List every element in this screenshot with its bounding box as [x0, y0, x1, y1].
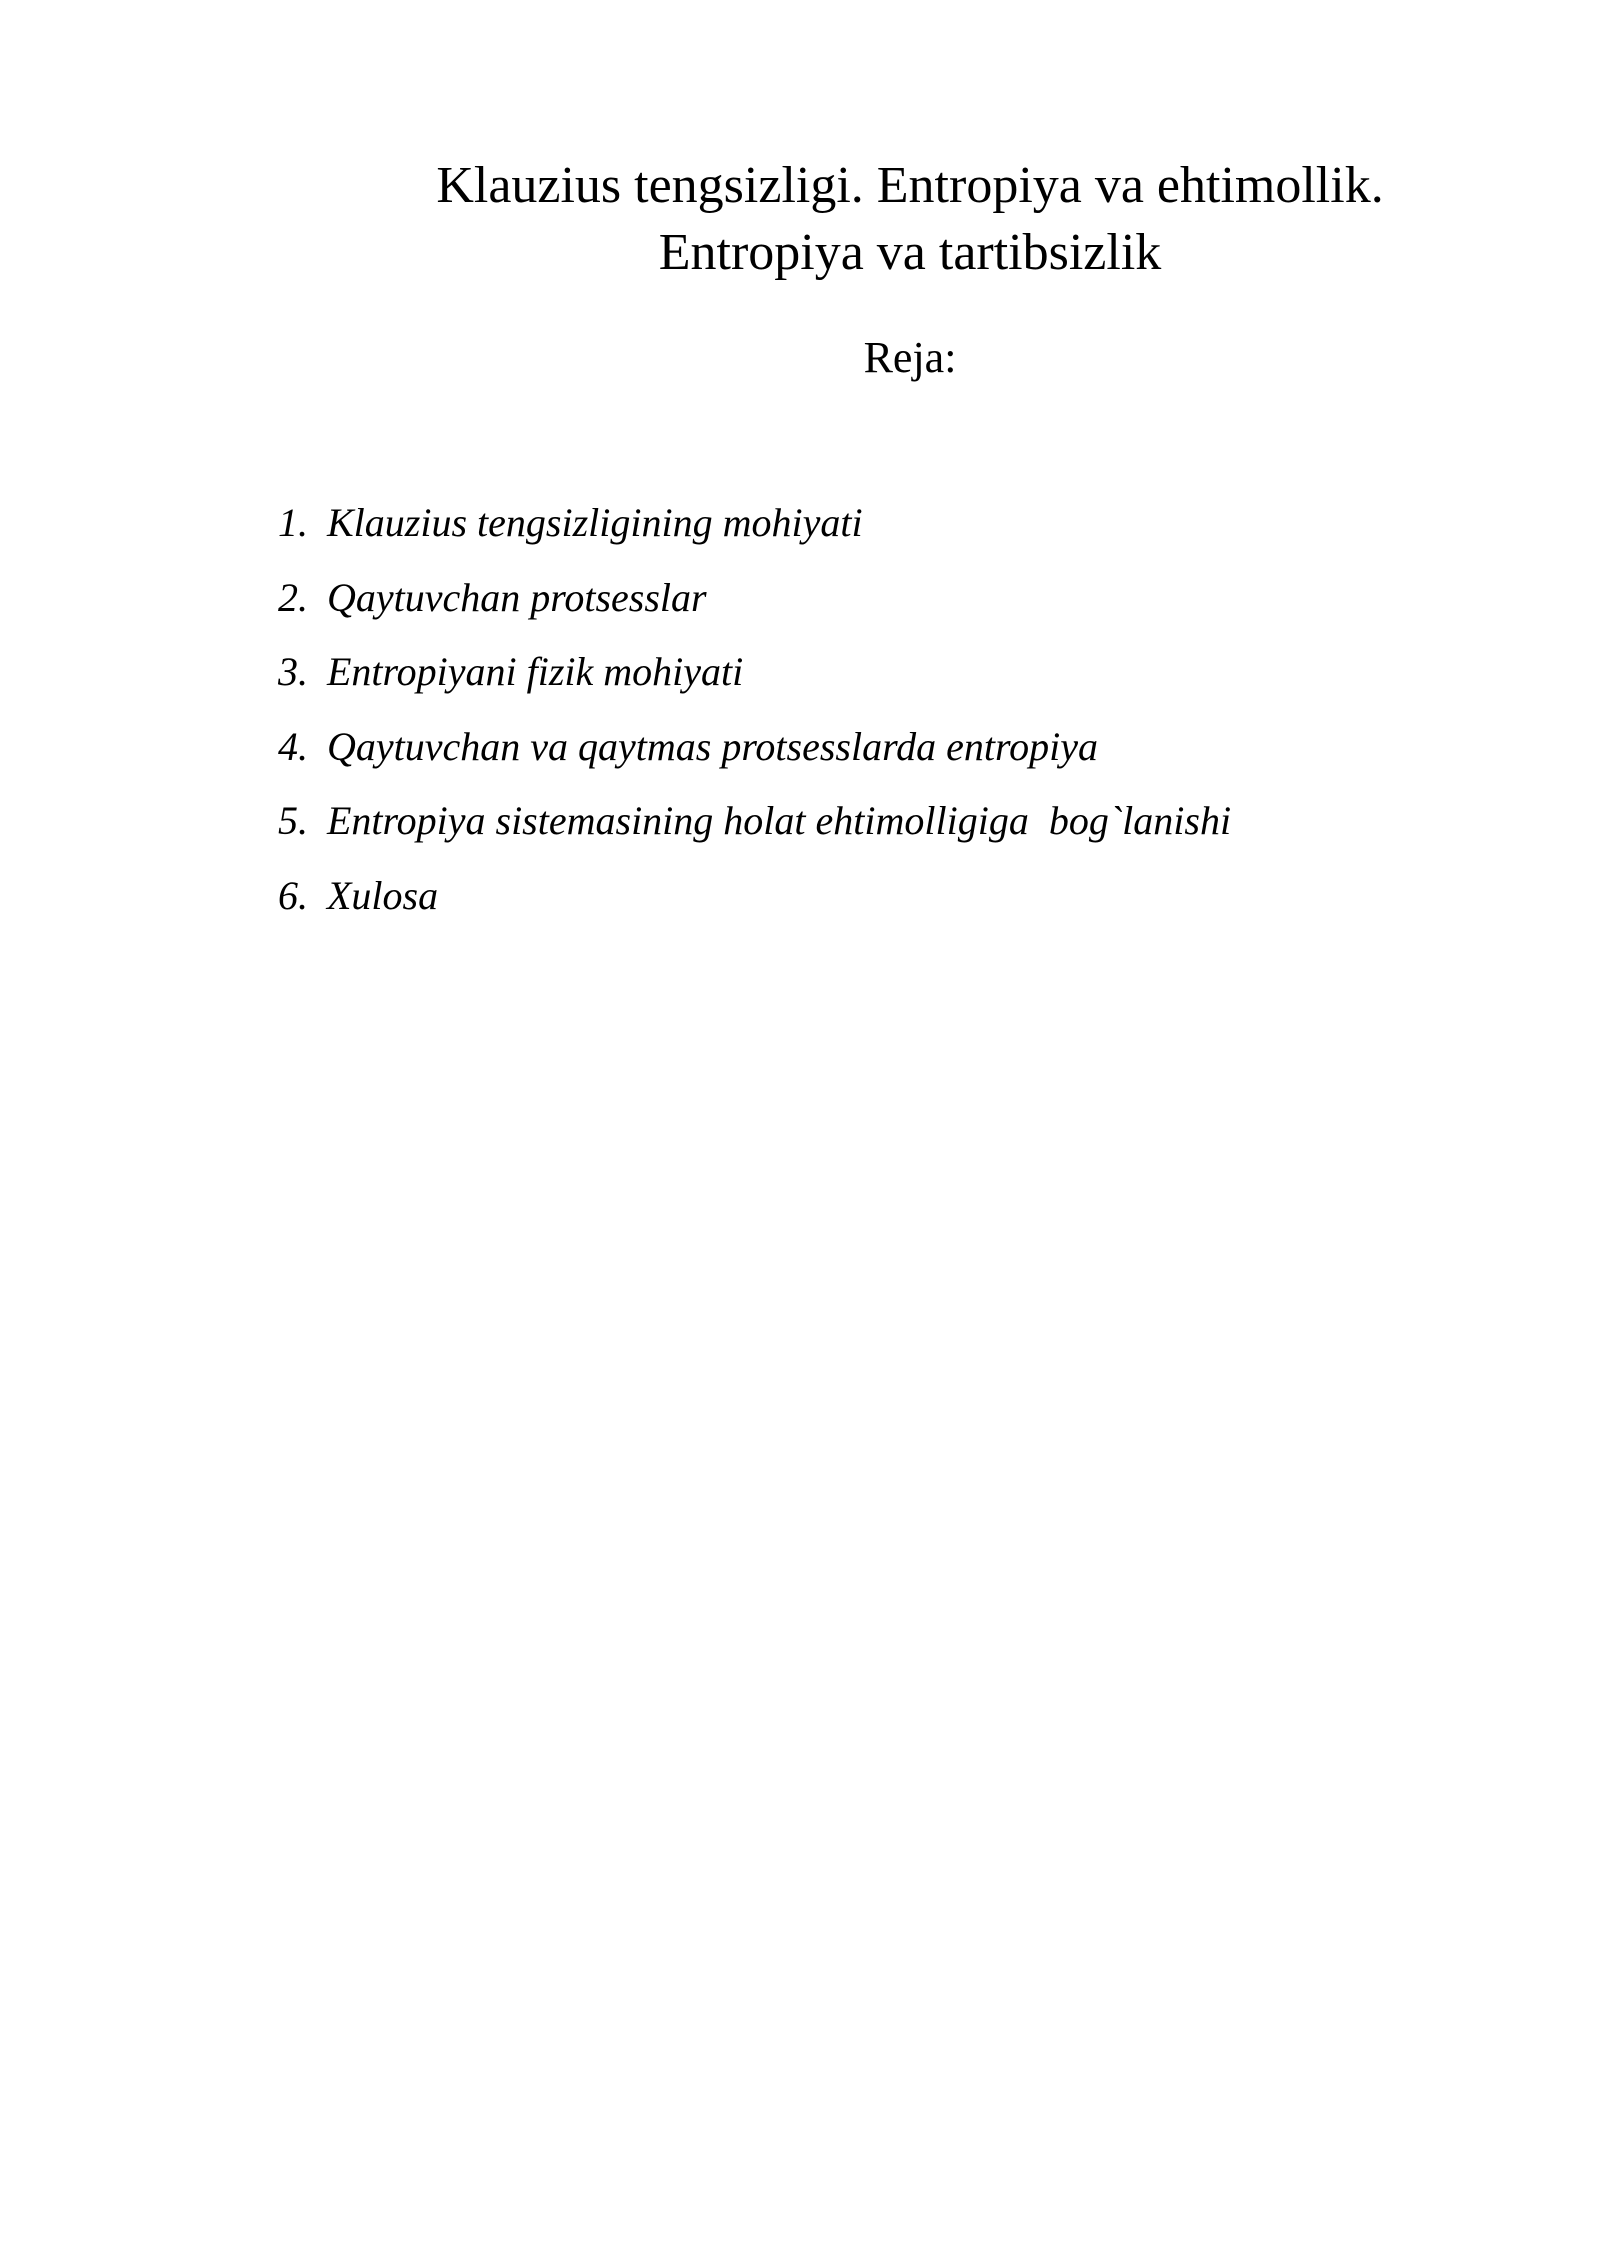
page-title — [320, 152, 1500, 286]
plan-item-text: Xulosa — [327, 872, 439, 918]
plan-list — [278, 498, 1231, 946]
plan-item — [278, 722, 1231, 772]
plan-item-text: Klauzius tengsizligining mohiyati — [327, 500, 863, 545]
plan-item-text: Qaytuvchan protsesslar — [327, 574, 707, 620]
plan-item-number: 3. — [278, 649, 308, 695]
plan-item — [278, 573, 1231, 623]
plan-item — [278, 796, 1231, 846]
plan-item-number: 4. — [278, 723, 308, 769]
plan-item-number: 2. — [278, 574, 308, 620]
plan-item-text: Entropiya sistemasining holat ehtimolligiga bog`lanishi — [327, 798, 1232, 844]
plan-heading: Reja: — [863, 333, 957, 382]
title-line-1: Klauzius tengsizligi. Entropiya va ehtimollik. — [436, 157, 1384, 214]
plan-item-number: 5. — [278, 798, 308, 844]
plan-item — [278, 871, 1231, 921]
plan-item — [278, 498, 1231, 548]
title-line-2: Entropiya va tartibsizlik — [658, 224, 1162, 281]
plan-item-number: 6. — [278, 872, 308, 918]
plan-item — [278, 647, 1231, 697]
plan-item-number: 1. — [278, 500, 308, 545]
plan-item-text: Qaytuvchan va qaytmas protsesslarda entropiya — [327, 723, 1098, 769]
plan-item-text: Entropiyani fizik mohiyati — [327, 649, 744, 695]
